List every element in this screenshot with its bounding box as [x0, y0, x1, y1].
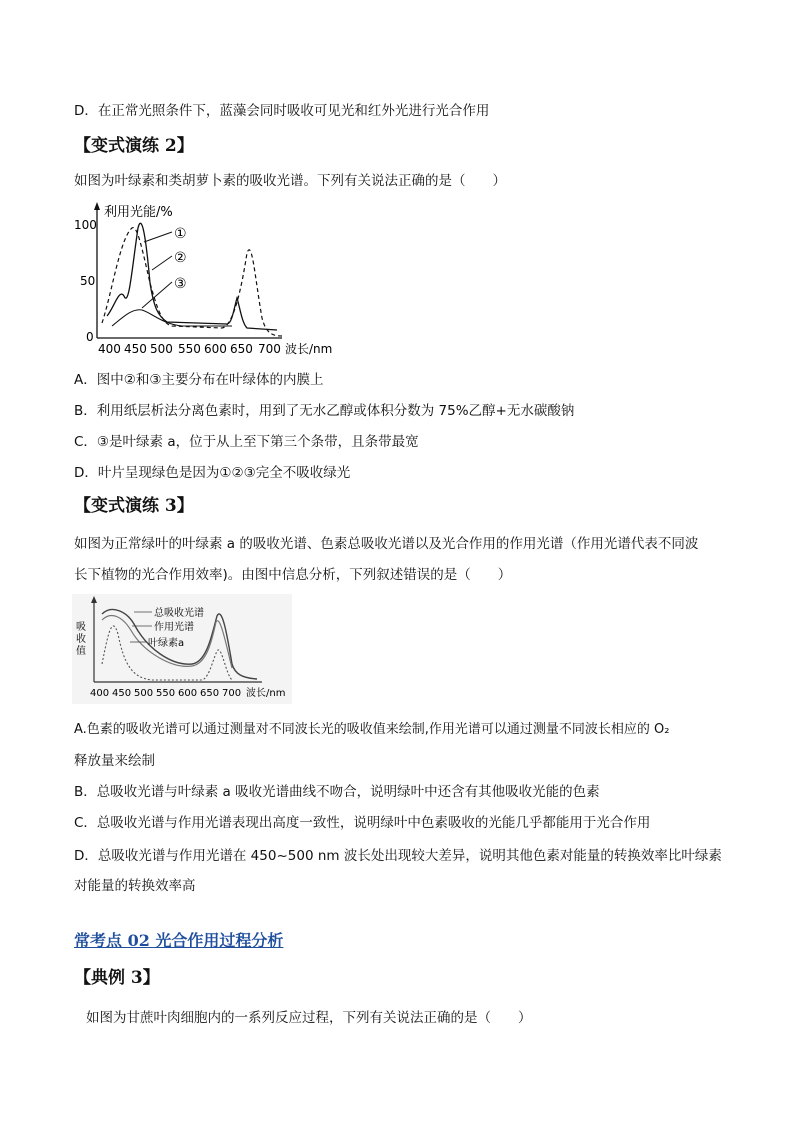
exercise3-option-c: C．总吸收光谱与作用光谱表现出高度一致性，说明绿叶中色素吸收的光能几乎都能用于光合作用 — [74, 815, 651, 831]
legend-total: 总吸收光谱 — [154, 608, 204, 619]
exercise3-stem-line1: 如图为正常绿叶的叶绿素 a 的吸收光谱、色素总吸收光谱以及光合作用的作用光谱（作用光谱代表不同波 — [74, 536, 699, 552]
y-label-char-2: 收 — [76, 634, 86, 645]
y-label-char-3: 值 — [76, 646, 86, 657]
y-axis-label: 利用光能/% — [104, 205, 173, 220]
x-tick-650: 650 — [200, 688, 220, 699]
legend-chlorophyll-a: 叶绿素a — [148, 638, 185, 649]
exercise3-option-d-line1: D．总吸收光谱与作用光谱在 450~500 nm 波长处出现较大差异，说明其他色素对能量的转换效率比叶绿素 — [74, 848, 722, 864]
exercise3-option-a-line2: 释放量来绘制 — [74, 753, 155, 769]
x-tick-700: 700 — [222, 688, 242, 699]
x-tick-500: 500 — [150, 342, 173, 356]
curve-label-1: ① — [174, 226, 187, 242]
absorption-spectrum-figure-2 — [72, 594, 292, 704]
exercise3-option-a-line1: A.色素的吸收光谱可以通过测量对不同波长光的吸收值来绘制,作用光谱可以通过测量不同波长相应的 O₂ — [74, 722, 670, 737]
absorption-spectrum-figure-1 — [72, 198, 352, 360]
x-tick-550: 550 — [156, 688, 176, 699]
x-tick-450: 450 — [112, 688, 132, 699]
curve-label-2: ② — [174, 250, 187, 266]
curve-solid-a — [107, 223, 277, 330]
exercise2-option-d: D．叶片呈现绿色是因为①②③完全不吸收绿光 — [74, 465, 351, 481]
exercise2-option-a: A．图中②和③主要分布在叶绿体的内膜上 — [74, 372, 324, 388]
x-tick-600: 600 — [178, 688, 198, 699]
curve-label-3: ③ — [174, 276, 187, 292]
legend-action: 作用光谱 — [154, 622, 194, 633]
x-tick-650: 650 — [230, 342, 253, 356]
curve-dashed — [102, 228, 282, 336]
exercise3-option-b: B．总吸收光谱与叶绿素 a 吸收光谱曲线不吻合，说明绿叶中还含有其他吸收光能的色素 — [74, 784, 600, 800]
x-tick-700: 700 — [258, 342, 281, 356]
typical-example-heading: 【典例 3】 — [74, 968, 160, 988]
x-tick-450: 450 — [124, 342, 147, 356]
question-option-d: D．在正常光照条件下，蓝藻会同时吸收可见光和红外光进行光合作用 — [74, 103, 490, 119]
exercise2-stem: 如图为叶绿素和类胡萝卜素的吸收光谱。下列有关说法正确的是（ ） — [74, 173, 506, 189]
x-axis-label: 波长/nm — [246, 688, 286, 699]
x-axis-label: 波长/nm — [285, 342, 333, 356]
exercise3-heading: 【变式演练 3】 — [74, 496, 194, 516]
exercise3-stem-line2: 长下植物的光合作用效率)。由图中信息分析，下列叙述错误的是（ ） — [74, 567, 512, 583]
x-tick-400: 400 — [98, 342, 121, 356]
y-label-char-1: 吸 — [76, 622, 86, 633]
y-tick-100: 100 — [74, 218, 97, 232]
x-tick-600: 600 — [204, 342, 227, 356]
exercise3-option-d-line2: 对能量的转换效率高 — [74, 878, 196, 894]
y-tick-50: 50 — [80, 274, 96, 288]
x-tick-550: 550 — [178, 342, 201, 356]
x-tick-400: 400 — [90, 688, 110, 699]
typical-example-stem: 如图为甘蔗叶肉细胞内的一系列反应过程，下列有关说法正确的是（ ） — [86, 1010, 532, 1026]
x-tick-500: 500 — [134, 688, 154, 699]
exercise2-option-c: C．③是叶绿素 a，位于从上至下第三个条带，且条带最宽 — [74, 434, 419, 450]
exercise2-option-b: B．利用纸层析法分离色素时，用到了无水乙醇或体积分数为 75%乙醇+无水碳酸钠 — [74, 403, 575, 419]
exercise2-heading: 【变式演练 2】 — [74, 136, 194, 156]
y-tick-0: 0 — [86, 330, 94, 344]
section-title[interactable]: 常考点 02 光合作用过程分析 — [74, 931, 284, 950]
